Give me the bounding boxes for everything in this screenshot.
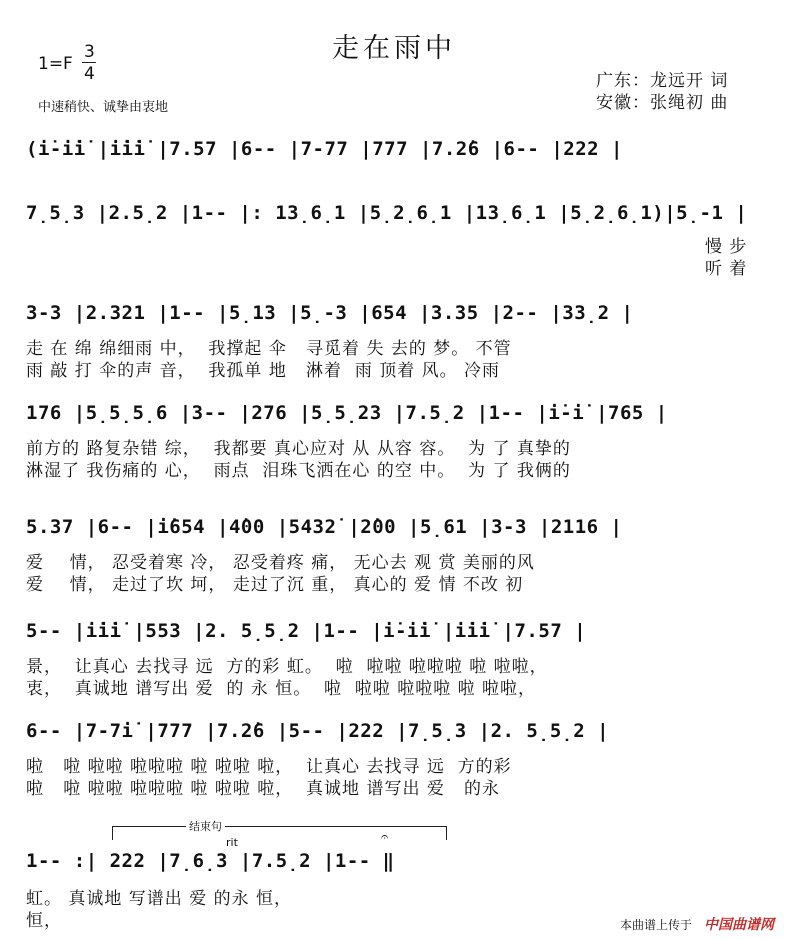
lyric-line-2a: 慢 步 — [705, 237, 748, 257]
time-signature-top: 3 — [84, 42, 95, 62]
notation-line-5: 5.37 |6-- |i̇654 |4̇00 |5432̇ |2̇00 |5̣61 |3-3 |2116 | — [26, 516, 623, 538]
notation-line-3: 3-3 |2.321 |1-- |5̣13 |5̣-3 |654 |3.35 |2-- |33̣2 | — [26, 302, 634, 324]
notation-line-7: 6-- |7-7i̇ |777 |7.2̇6 |5-- |222 |7̣5̣3 |2. 5̣5̣2 | — [26, 720, 610, 742]
ending-label: 结束句 — [186, 818, 225, 834]
lyric-line-5a: 爱 情， 忍受着寒 冷， 忍受着疼 痛， 无心去 观 赏 美丽的风 — [26, 553, 535, 573]
key-signature: 1=F — [38, 54, 73, 74]
notation-line-2: 7̣5̣3 |2.5̣2 |1-- |: 13̣6̣1 |5̣2̣6̣1 |13̣6̣1 |5̣2̣6̣1)|5̣-1 | — [26, 202, 748, 224]
ritardando-marking: rit — [226, 836, 238, 849]
page-title: 走在雨中 — [332, 33, 456, 64]
lyric-line-3b: 雨 敲 打 伞的声 音， 我孤单 地 淋着 雨 顶着 风。 冷雨 — [26, 361, 501, 381]
fermata-icon: 𝄐 — [381, 830, 389, 845]
notation-line-1: (i̇-i̇i̇ |i̇i̇i̇ |7.57 |6-- |7-77 |777 |7.2̇6 |6-- |222 | — [26, 138, 623, 160]
footer-upload-text: 本曲谱上传于 — [620, 918, 693, 932]
lyric-line-3a: 走 在 绵 绵细雨 中， 我撑起 伞 寻觅着 失 去的 梦。 不管 — [26, 339, 512, 359]
lyric-line-8b: 恒， — [26, 911, 62, 931]
composer-credit: 安徽：张绳初 曲 — [596, 93, 729, 113]
lyric-line-5b: 爱 情， 走过了坎 坷， 走过了沉 重， 真心的 爱 情 不改 初 — [26, 575, 524, 595]
lyric-line-2b: 听 着 — [705, 259, 748, 279]
lyric-line-4b: 淋湿了 我伤痛的 心， 雨点 泪珠飞洒在心 的空 中。 为 了 我俩的 — [26, 461, 571, 481]
lyric-line-6a: 景， 让真心 去找寻 远 方的彩 虹。 啦 啦啦 啦啦啦 啦 啦啦， — [26, 657, 548, 677]
lyricist-credit: 广东：龙远开 词 — [596, 71, 729, 91]
lyric-line-8a: 虹。 真诚地 写谱出 爱 的永 恒， — [26, 889, 293, 909]
notation-line-8: 1-- :| 222 |7̣6̣3 |7.5̣2 |1-- ‖ — [26, 850, 395, 872]
lyric-line-7b: 啦 啦 啦啦 啦啦啦 啦 啦啦 啦， 真诚地 谱写出 爱 的永 — [26, 779, 501, 799]
lyric-line-7a: 啦 啦 啦啦 啦啦啦 啦 啦啦 啦， 让真心 去找寻 远 方的彩 — [26, 757, 512, 777]
lyric-line-6b: 衷， 真诚地 谱写出 爱 的 永 恒。 啦 啦啦 啦啦啦 啦 啦啦， — [26, 679, 537, 699]
site-logo[interactable]: 中国曲谱网 — [704, 917, 774, 933]
time-signature-bottom: 4 — [84, 64, 95, 84]
tempo-marking: 中速稍快、诚挚由衷地 — [38, 100, 169, 115]
lyric-line-4a: 前方的 路复杂错 综， 我都要 真心应对 从 从容 容。 为 了 真挚的 — [26, 439, 571, 459]
notation-line-6: 5-- |i̇i̇i̇ |553 |2. 5̣5̣2 |1-- |i̇-i̇i̇ |i̇i̇i̇ |7.57 | — [26, 620, 587, 642]
notation-line-4: 176 |5̣5̣5̣6 |3-- |276 |5̣5̣23 |7.5̣2 |1-- |i̇-i̇ |765 | — [26, 402, 668, 424]
